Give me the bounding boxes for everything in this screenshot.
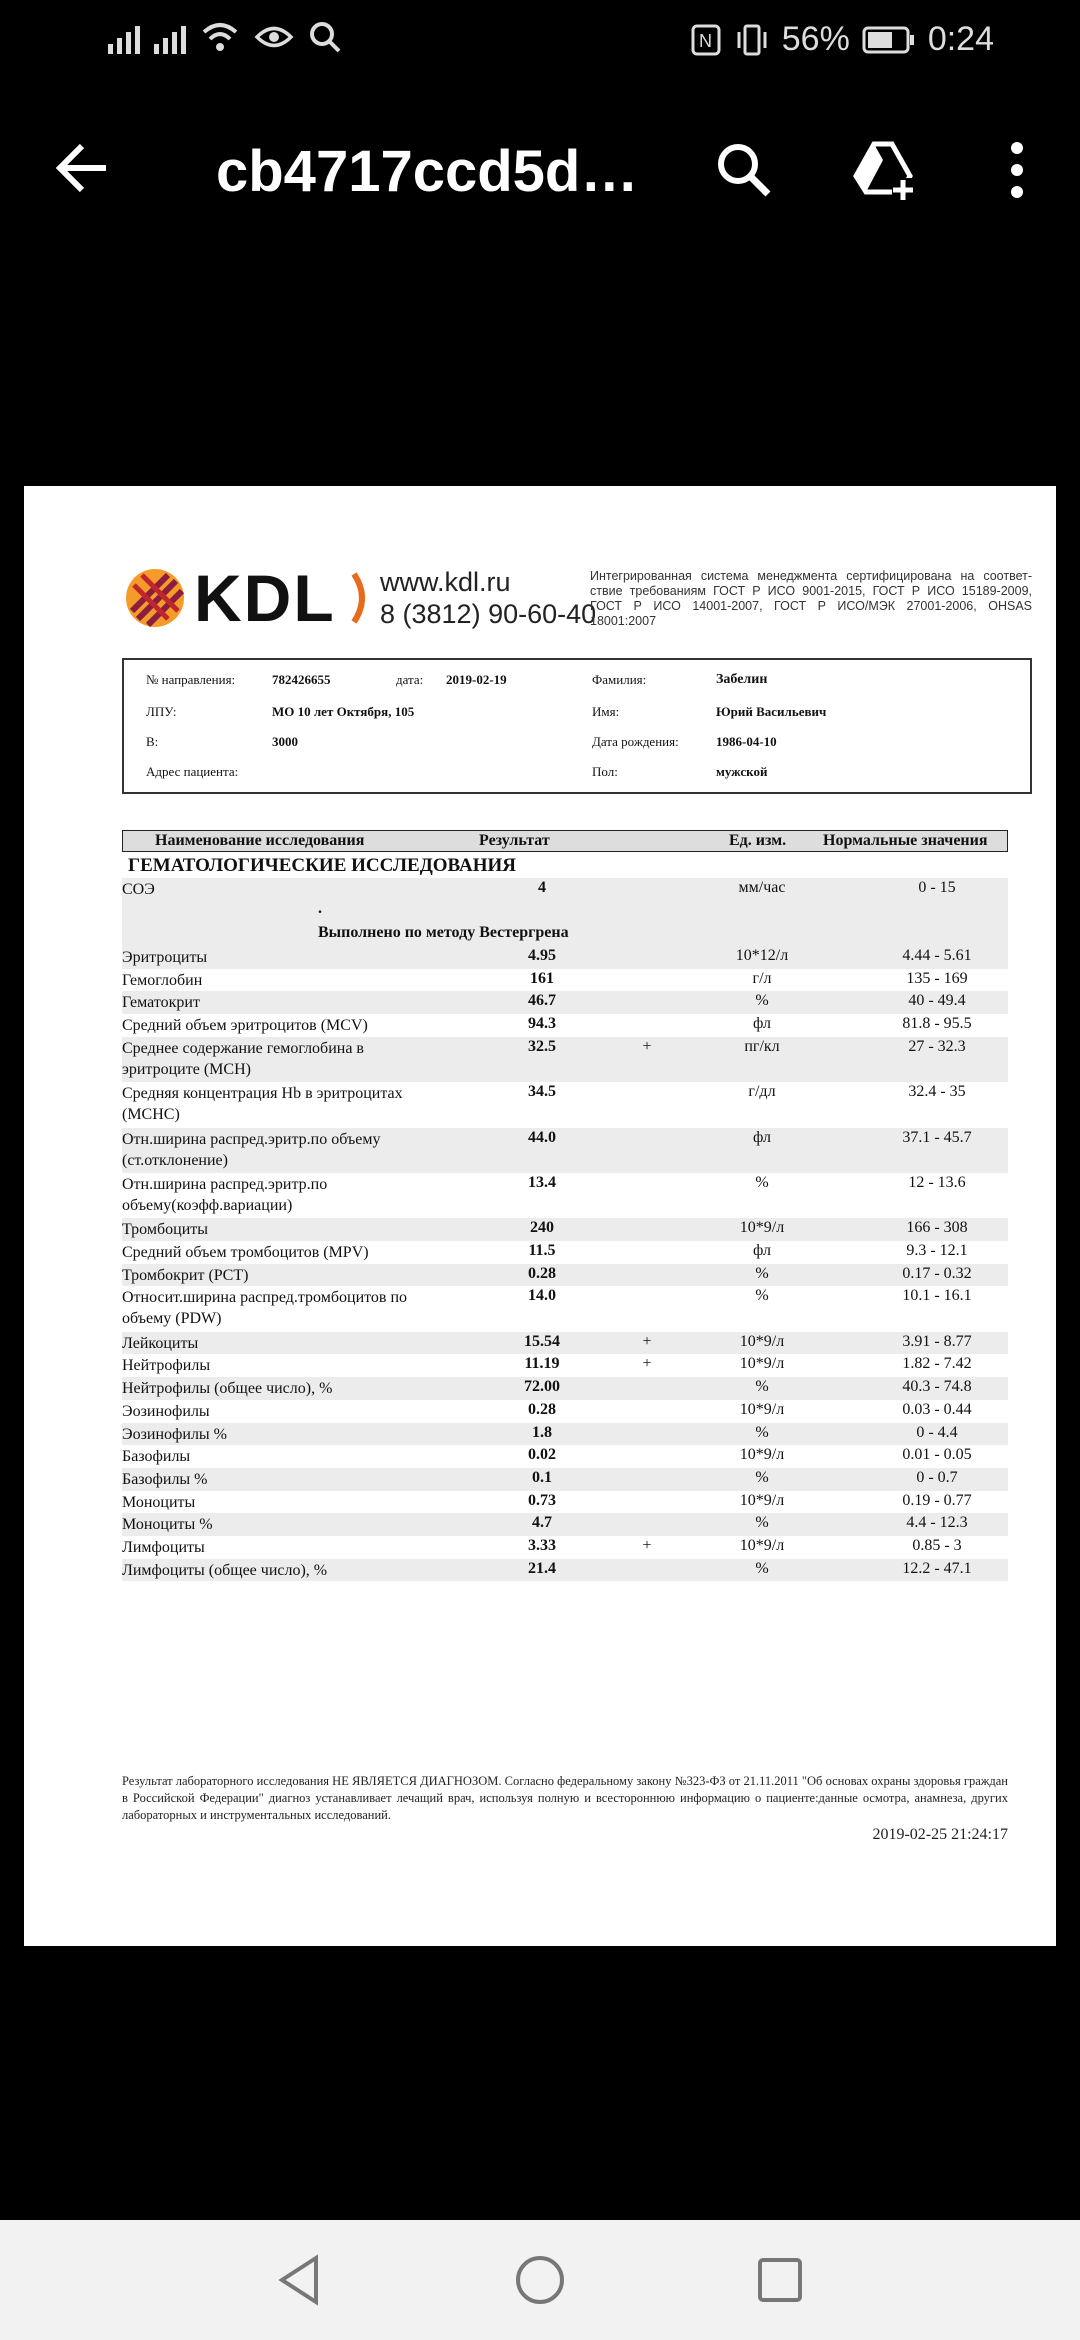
row-unit: %: [755, 1423, 769, 1441]
row-norm: 0.01 - 0.05: [902, 1446, 972, 1464]
name-label: Имя:: [592, 704, 620, 719]
date-value: 2019-02-19: [446, 672, 507, 687]
row-name: Средний объем эритроцитов (MCV): [122, 1017, 368, 1035]
results-rows: [122, 946, 1008, 1581]
row-value: 240: [530, 1219, 554, 1237]
results-table: [122, 830, 1008, 1581]
row-value: 3.33: [528, 1536, 556, 1554]
row-unit: %: [755, 1559, 769, 1577]
row-norm: 81.8 - 95.5: [902, 1015, 972, 1033]
row-norm: 12 - 13.6: [908, 1173, 966, 1191]
row-norm: 0.85 - 3: [912, 1536, 962, 1554]
logo-wordmark: KDL: [194, 561, 336, 635]
nav-back-icon[interactable]: [272, 2252, 328, 2308]
row-value: 34.5: [528, 1083, 556, 1101]
row-name: Среднее содержание гемоглобина в эритроците (MCH): [122, 1039, 364, 1078]
surname-label: Фамилия:: [592, 672, 647, 687]
table-row: [122, 969, 1008, 992]
row-name: Гемоглобин: [122, 971, 203, 989]
row-unit: 10*9/л: [739, 1219, 785, 1237]
row-flag: +: [642, 1355, 652, 1373]
referral-label: № направления:: [146, 672, 236, 687]
app-bar: [0, 100, 1080, 240]
row-norm: 10.1 - 16.1: [902, 1287, 972, 1305]
row-name: Эритроциты: [122, 949, 208, 966]
row-norm: 135 - 169: [906, 969, 968, 987]
more-vert-icon[interactable]: [985, 138, 1049, 202]
signal-icon-2: [154, 22, 186, 54]
row-value: 0.02: [528, 1446, 556, 1464]
table-row: [122, 1468, 1008, 1491]
row-value: 72.00: [524, 1378, 560, 1396]
table-row: [122, 1173, 1008, 1218]
header-norm: Нормальные значения: [823, 832, 988, 849]
system-nav-bar: [0, 2220, 1080, 2340]
row-unit: г/л: [752, 969, 772, 987]
esr-unit: мм/час: [738, 879, 786, 896]
row-name: Нейтрофилы: [122, 1357, 211, 1375]
row-name: Лейкоциты: [122, 1334, 199, 1352]
row-norm: 37.1 - 45.7: [902, 1128, 972, 1146]
v-label: В:: [146, 734, 159, 749]
row-unit: %: [755, 1287, 769, 1305]
row-unit: пг/кл: [744, 1037, 780, 1055]
nav-home-icon[interactable]: [512, 2252, 568, 2308]
esr-name: СОЭ: [122, 881, 155, 898]
row-value: 11.5: [528, 1242, 556, 1259]
row-value: 0.73: [528, 1491, 556, 1509]
dob-value: 1986-04-10: [716, 734, 777, 749]
row-name: Эозинофилы %: [122, 1425, 227, 1443]
row-norm: 0 - 0.7: [916, 1468, 958, 1486]
table-row: [122, 1082, 1008, 1127]
signal-icon: [108, 22, 140, 54]
section-title: ГЕМАТОЛОГИЧЕСКИЕ ИССЛЕДОВАНИЯ: [128, 855, 517, 876]
table-row: [122, 1377, 1008, 1400]
search-icon[interactable]: [712, 138, 776, 202]
table-row: [122, 1264, 1008, 1287]
chevron-right-icon: [350, 568, 374, 628]
back-arrow-icon[interactable]: [52, 138, 112, 198]
row-name: Средний объем тромбоцитов (MPV): [122, 1244, 369, 1261]
row-name: Отн.ширина распред.эритр.по объему (ст.отклонение): [122, 1130, 381, 1169]
row-value: 13.4: [528, 1173, 556, 1191]
table-row: [122, 1332, 1008, 1355]
row-value: 11.19: [524, 1355, 560, 1373]
row-value: 1.8: [532, 1423, 552, 1441]
clock: 0:24: [927, 20, 994, 58]
date-label: дата:: [396, 672, 424, 687]
row-unit: %: [755, 1468, 769, 1486]
row-name: Базофилы: [122, 1448, 191, 1466]
row-value: 46.7: [528, 992, 556, 1010]
row-unit: г/дл: [748, 1083, 776, 1101]
vibrate-icon: [734, 23, 770, 57]
table-row: [122, 1241, 1008, 1264]
battery-icon: [862, 25, 916, 55]
status-left: [108, 20, 342, 54]
table-row: [122, 1491, 1008, 1514]
row-name: Эозинофилы: [122, 1402, 210, 1420]
referral-value: 782426655: [272, 672, 331, 687]
row-unit: %: [755, 1514, 769, 1532]
sex-label: Пол:: [592, 764, 618, 779]
document-page[interactable]: [24, 486, 1056, 1946]
lpu-value: МО 10 лет Октября, 105: [272, 704, 415, 719]
row-norm: 3.91 - 8.77: [902, 1332, 972, 1350]
row-norm: 4.4 - 12.3: [906, 1514, 968, 1532]
row-norm: 0.17 - 0.32: [902, 1264, 972, 1282]
row-unit: 10*9/л: [739, 1332, 785, 1350]
row-norm: 12.2 - 47.1: [902, 1559, 972, 1577]
table-row: [122, 1218, 1008, 1241]
row-name: Нейтрофилы (общее число), %: [122, 1380, 333, 1398]
status-right: [690, 20, 994, 59]
row-unit: 10*9/л: [739, 1446, 785, 1464]
row-norm: 0.19 - 0.77: [902, 1491, 972, 1509]
row-norm: 40.3 - 74.8: [902, 1378, 972, 1396]
row-value: 4.7: [532, 1514, 552, 1532]
row-value: 94.3: [528, 1015, 556, 1033]
row-unit: %: [755, 1264, 769, 1282]
row-unit: 10*9/л: [739, 1355, 785, 1373]
disclaimer: Результат лабораторного исследования НЕ ЯВЛЯЕТСЯ ДИАГНОЗОМ. Согласно федеральному закону №323-ФЗ от 21.11.2011 "Об основах охраны здоровья граждан в Российской Федерации" диагноз устанавливает лечащий врач, используя полную и всестороннюю информацию о пациенте:данные осмотра, анамнеза, других лабораторных и инструментальных исследований.: [122, 1774, 1008, 1822]
header-unit: Ед. изм.: [729, 832, 787, 849]
surname-value: Забелин: [716, 672, 768, 687]
table-row: [122, 1513, 1008, 1536]
esr-norm: 0 - 15: [918, 879, 956, 896]
v-value: 3000: [272, 734, 298, 749]
row-value: 44.0: [528, 1128, 556, 1146]
row-value: 0.1: [532, 1468, 552, 1486]
row-name: Лимфоциты (общее число), %: [122, 1561, 328, 1579]
nav-recent-icon[interactable]: [752, 2252, 808, 2308]
eye-icon: [254, 20, 294, 54]
row-unit: 10*9/л: [739, 1400, 785, 1418]
row-unit: фл: [753, 1015, 771, 1033]
row-norm: 40 - 49.4: [908, 992, 966, 1010]
row-norm: 166 - 308: [906, 1219, 968, 1237]
row-value: 0.28: [528, 1264, 556, 1282]
patient-info-box: [122, 658, 1032, 794]
printed-timestamp: 2019-02-25 21:24:17: [872, 1826, 1008, 1843]
row-unit: %: [755, 1173, 769, 1191]
table-row: [122, 946, 1008, 969]
table-row: [122, 1037, 1008, 1082]
esr-value: 4: [538, 879, 546, 896]
esr-dot: .: [318, 900, 322, 917]
phone-number: 8 (3812) 90-60-40: [380, 599, 597, 629]
row-unit: %: [755, 1378, 769, 1396]
battery-percent: 56%: [781, 20, 850, 58]
row-value: 4.95: [528, 947, 556, 964]
row-value: 21.4: [528, 1559, 556, 1577]
row-norm: 4.44 - 5.61: [902, 947, 972, 964]
row-norm: 27 - 32.3: [908, 1037, 966, 1055]
header-name: Наименование исследования: [155, 832, 365, 849]
address-label: Адрес пациента:: [146, 764, 239, 779]
row-norm: 0.03 - 0.44: [902, 1400, 972, 1418]
row-unit: %: [755, 992, 769, 1010]
row-name: Отн.ширина распред.эритр.по объему(коэфф.вариации): [122, 1175, 328, 1214]
table-row: [122, 1445, 1008, 1468]
row-name: Моноциты %: [122, 1516, 213, 1534]
row-unit: 10*12/л: [735, 947, 789, 964]
contact-block: [380, 566, 596, 630]
method-note: Выполнено по методу Вестергрена: [318, 924, 569, 941]
row-unit: 10*9/л: [739, 1491, 785, 1509]
table-row: [122, 1128, 1008, 1173]
row-name: Тромбокрит (PCT): [122, 1266, 249, 1284]
drive-add-icon[interactable]: [852, 138, 916, 202]
row-flag: +: [642, 1536, 652, 1554]
table-row: [122, 1559, 1008, 1582]
name-value: Юрий Васильевич: [716, 704, 827, 719]
site-link: www.kdl.ru: [380, 567, 511, 597]
wifi-icon: [200, 20, 240, 54]
table-row: [122, 1014, 1008, 1037]
kdl-logo-icon: [124, 567, 186, 629]
row-value: 161: [530, 969, 554, 987]
row-value: 0.28: [528, 1400, 556, 1418]
esr-row: [122, 878, 1008, 946]
table-row: [122, 1400, 1008, 1423]
sex-value: мужской: [716, 764, 768, 779]
kdl-logo: [124, 560, 374, 636]
row-norm: 9.3 - 12.1: [906, 1242, 968, 1259]
row-name: Тромбоциты: [122, 1221, 208, 1239]
table-row: [122, 1423, 1008, 1446]
header-result: Результат: [479, 832, 550, 849]
table-header: [122, 830, 1008, 852]
svg-text:N: N: [698, 30, 712, 51]
row-flag: +: [642, 1037, 652, 1055]
row-name: Базофилы %: [122, 1470, 208, 1488]
nfc-icon: [690, 23, 722, 57]
table-row: [122, 991, 1008, 1014]
row-name: Лимфоциты: [122, 1538, 205, 1556]
lpu-label: ЛПУ:: [146, 704, 177, 719]
certification-note: Интегрированная система менеджмента сертифицирована на соответ-ствие требованиям ГОСТ Р ИСО 9001-2015, ГОСТ Р ИСО 15189-2009, ГОСТ Р ИСО 14001-2007, ГОСТ Р ИСО/МЭК 27001-2006, OHSAS 18001:2007: [590, 569, 1032, 628]
row-norm: 32.4 - 35: [908, 1083, 966, 1101]
search-status-icon: [308, 20, 342, 54]
status-bar: [0, 0, 1080, 86]
table-row: [122, 1536, 1008, 1559]
row-name: Моноциты: [122, 1493, 196, 1511]
row-norm: 1.82 - 7.42: [902, 1355, 972, 1373]
row-unit: фл: [753, 1128, 771, 1146]
row-value: 32.5: [528, 1037, 556, 1055]
row-name: Относит.ширина распред.тромбоцитов по объему (PDW): [122, 1289, 408, 1328]
row-flag: +: [642, 1332, 652, 1350]
row-value: 14.0: [528, 1287, 556, 1305]
row-name: Гематокрит: [122, 994, 200, 1012]
row-norm: 0 - 4.4: [916, 1423, 958, 1441]
table-row: [122, 1286, 1008, 1331]
row-unit: фл: [753, 1242, 771, 1259]
row-name: Средняя концентрация Hb в эритроцитах (MCHC): [122, 1085, 403, 1124]
row-unit: 10*9/л: [739, 1536, 785, 1554]
table-row: [122, 1354, 1008, 1377]
dob-label: Дата рождения:: [592, 734, 679, 749]
file-title: cb4717ccd5d…: [216, 139, 639, 204]
row-value: 15.54: [524, 1332, 560, 1350]
